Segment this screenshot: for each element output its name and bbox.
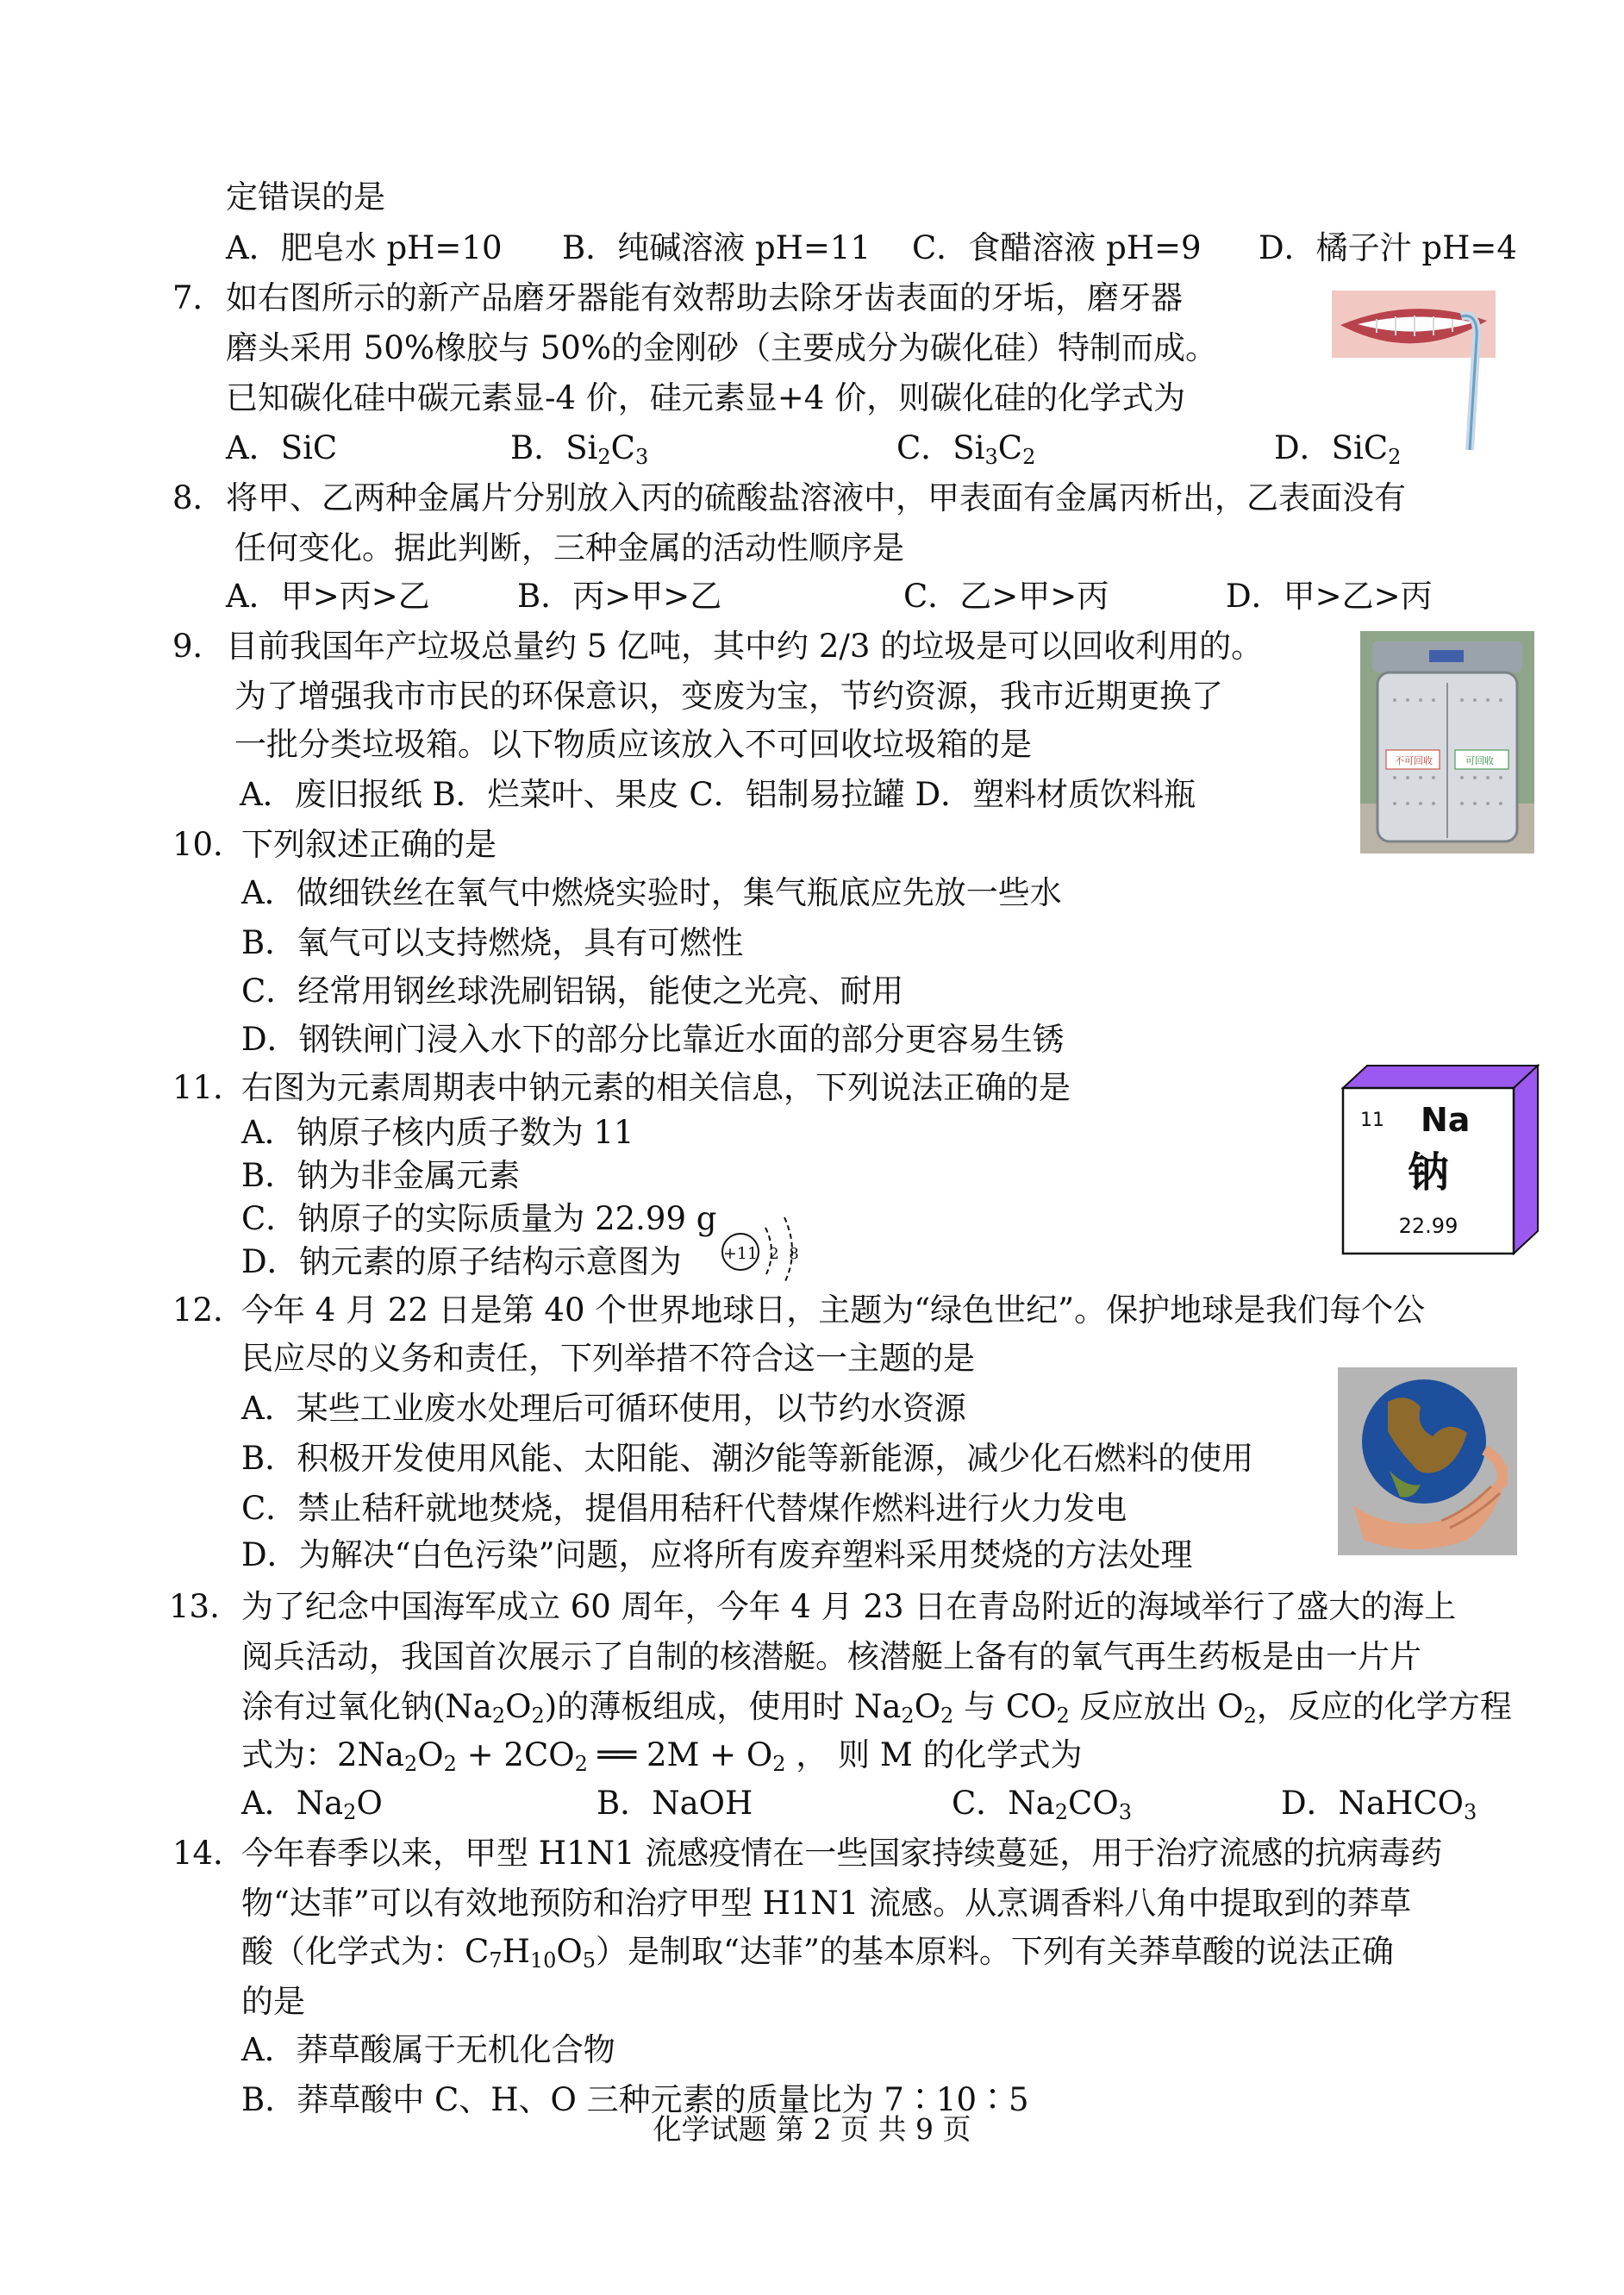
page-footer: 化学试题 第 2 页 共 9 页 (653, 2112, 971, 2146)
q12-stem-line-2: 民应尽的义务和责任，下列举措不符合这一主题的是 (241, 1340, 975, 1377)
q14-option-b: B．莽草酸中 C、H、O 三种元素的质量比为 7∶10∶5 (241, 2081, 1029, 2118)
q8-option-b: B．丙>甲>乙 (517, 578, 722, 615)
q8-number: 8． (172, 479, 225, 516)
q8-stem-line-1: 将甲、乙两种金属片分别放入丙的硫酸盐溶液中，甲表面有金属丙析出，乙表面没有 (226, 479, 1406, 516)
q9-stem-line-2: 为了增强我市市民的环保意识，变废为宝，节约资源，我市近期更换了 (234, 678, 1223, 715)
q14-number: 14． (172, 1835, 246, 1872)
shell-1-electrons: 2 (769, 1245, 779, 1263)
q11-number: 11． (172, 1069, 246, 1106)
q10-option-c: C．经常用钢丝球洗刷铝锅，能使之光亮、耐用 (241, 972, 904, 1010)
q10-option-b: B．氧气可以支持燃烧，具有可燃性 (241, 924, 744, 961)
q11-option-a: A．钠原子核内质子数为 11 (241, 1114, 634, 1151)
q7-option-a: A．SiC (226, 429, 338, 466)
q13-option-a: A．$Na_2O$ (241, 1785, 383, 1824)
q13-number: 13. (169, 1588, 220, 1625)
q8-option-c: C．乙>甲>丙 (903, 578, 1109, 615)
q12-number: 12． (172, 1291, 246, 1329)
q12-option-d: D．为解决“白色污染”问题，应将所有废弃塑料采用焚烧的方法处理 (241, 1536, 1193, 1573)
q7-stem-line-1: 如右图所示的新产品磨牙器能有效帮助去除牙齿表面的牙垢，磨牙器 (226, 279, 1183, 316)
q6-option-b: B．纯碱溶液 pH=11 (562, 229, 871, 266)
q7-option-c: C．$Si_3C_2$ (896, 429, 1036, 469)
q8-option-a: A．甲>丙>乙 (226, 578, 430, 615)
q10-option-a: A．做细铁丝在氧气中燃烧实验时，集气瓶底应先放一些水 (241, 874, 1062, 911)
q13-stem-line-4-equation: 式为：$2Na_2O_2 + 2CO_2$ ══ $2M + O_2$ ， 则 M 的化学式为 (241, 1736, 1083, 1776)
q9-stem-line-1: 目前我国年产垃圾总量约 5 亿吨，其中约 2/3 的垃圾是可以回收利用的。 (226, 628, 1264, 665)
q12-option-b: B．积极开发使用风能、太阳能、潮汐能等新能源，减少化石燃料的使用 (241, 1440, 1254, 1477)
q7-stem-line-2: 磨头采用 50%橡胶与 50%的金刚砂（主要成分为碳化硅）特制而成。 (226, 329, 1217, 366)
q14-stem-line-4: 的是 (241, 1983, 305, 2020)
q12-option-a: A．某些工业废水处理后可循环使用，以节约水资源 (241, 1390, 966, 1427)
sodium-atom-structure-diagram (717, 1210, 812, 1285)
q13-stem-line-1: 为了纪念中国海军成立 60 周年，今年 4 月 23 日在青岛附近的海域举行了盛大的海上 (241, 1588, 1457, 1625)
q13-stem-line-3: 涂有过氧化钠$(Na_2O_2)$的薄板组成，使用时 $Na_2O_2$ 与 $CO_2$ 反应放出 $O_2$，反应的化学方程 (241, 1688, 1512, 1728)
tooth-grinder-image (1332, 286, 1504, 450)
q6-option-a: A．肥皂水 pH=10 (226, 229, 503, 266)
q14-stem-line-2: 物“达菲”可以有效地预防和治疗甲型 H1N1 流感。从烹调香料八角中提取到的莽草 (241, 1885, 1412, 1922)
shell-2-electrons: 8 (789, 1245, 799, 1263)
q6-stem-continued: 定错误的是 (226, 178, 385, 216)
q7-stem-line-3: 已知碳化硅中碳元素显-4 价，硅元素显+4 价，则碳化硅的化学式为 (226, 379, 1186, 416)
q9-options: A．废旧报纸 B．烂菜叶、果皮 C．铝制易拉罐 D．塑料材质饮料瓶 (240, 776, 1196, 813)
q14-stem-line-1: 今年春季以来，甲型 H1N1 流感疫情在一些国家持续蔓延，用于治疗流感的抗病毒药 (241, 1835, 1443, 1872)
recycling-bin-image (1360, 631, 1534, 854)
q9-number: 9． (172, 628, 225, 665)
q12-stem-line-1: 今年 4 月 22 日是第 40 个世界地球日，主题为“绿色世纪”。保护地球是我们每个公 (241, 1291, 1426, 1329)
recyclable-label: 可回收 (1465, 755, 1494, 766)
q6-option-d: D．橘子汁 pH=4 (1259, 229, 1517, 266)
q12-option-c: C．禁止秸秆就地焚烧，提倡用秸秆代替煤作燃料进行火力发电 (241, 1490, 1127, 1527)
sodium-element-card (1341, 1064, 1540, 1255)
q10-stem: 下列叙述正确的是 (241, 826, 497, 863)
earth-in-hand-image (1338, 1367, 1517, 1555)
q13-stem-line-2: 阅兵活动，我国首次展示了自制的核潜艇。核潜艇上备有的氧气再生药板是由一片片 (241, 1638, 1421, 1675)
q13-option-d: D．NaHCO$_3$ (1281, 1785, 1477, 1824)
q7-option-d: D．SiC$_2$ (1274, 429, 1402, 469)
q14-stem-line-3: 酸（化学式为：$C_7H_{10}O_5$）是制取“达菲”的基本原料。下列有关莽草酸的说法正确 (241, 1933, 1394, 1973)
q8-stem-line-2: 任何变化。据此判断，三种金属的活动性顺序是 (234, 529, 904, 566)
element-atomic-number: 11 (1360, 1110, 1384, 1131)
q11-option-c: C．钠原子的实际质量为 22.99 g (241, 1200, 717, 1237)
q10-option-d: D．钢铁闸门浸入水下的部分比靠近水面的部分更容易生锈 (241, 1021, 1065, 1058)
non-recyclable-label: 不可回收 (1395, 755, 1433, 766)
q7-option-b: B．$Si_2C_3$ (510, 429, 649, 469)
equation-equals-sign: ══ (587, 1736, 646, 1773)
element-symbol: Na (1421, 1101, 1471, 1139)
q14-option-a: A．莽草酸属于无机化合物 (241, 2031, 615, 2068)
q13-option-b: B．NaOH (597, 1785, 753, 1822)
q11-stem: 右图为元素周期表中钠元素的相关信息，下列说法正确的是 (241, 1069, 1071, 1106)
nucleus-charge: +11 (722, 1244, 759, 1263)
q13-option-c: C．$Na_2CO_3$ (952, 1785, 1132, 1824)
q11-option-b: B．钠为非金属元素 (241, 1157, 521, 1194)
q8-option-d: D．甲>乙>丙 (1226, 578, 1433, 615)
q10-number: 10． (172, 826, 246, 863)
q11-option-d: D．钠元素的原子结构示意图为 (241, 1243, 682, 1280)
q9-stem-line-3: 一批分类垃圾箱。以下物质应该放入不可回收垃圾箱的是 (234, 726, 1032, 763)
element-name: 钠 (1407, 1148, 1450, 1197)
element-atomic-mass: 22.99 (1398, 1214, 1458, 1238)
q7-number: 7． (172, 279, 225, 316)
q6-option-c: C．食醋溶液 pH=9 (912, 229, 1202, 266)
